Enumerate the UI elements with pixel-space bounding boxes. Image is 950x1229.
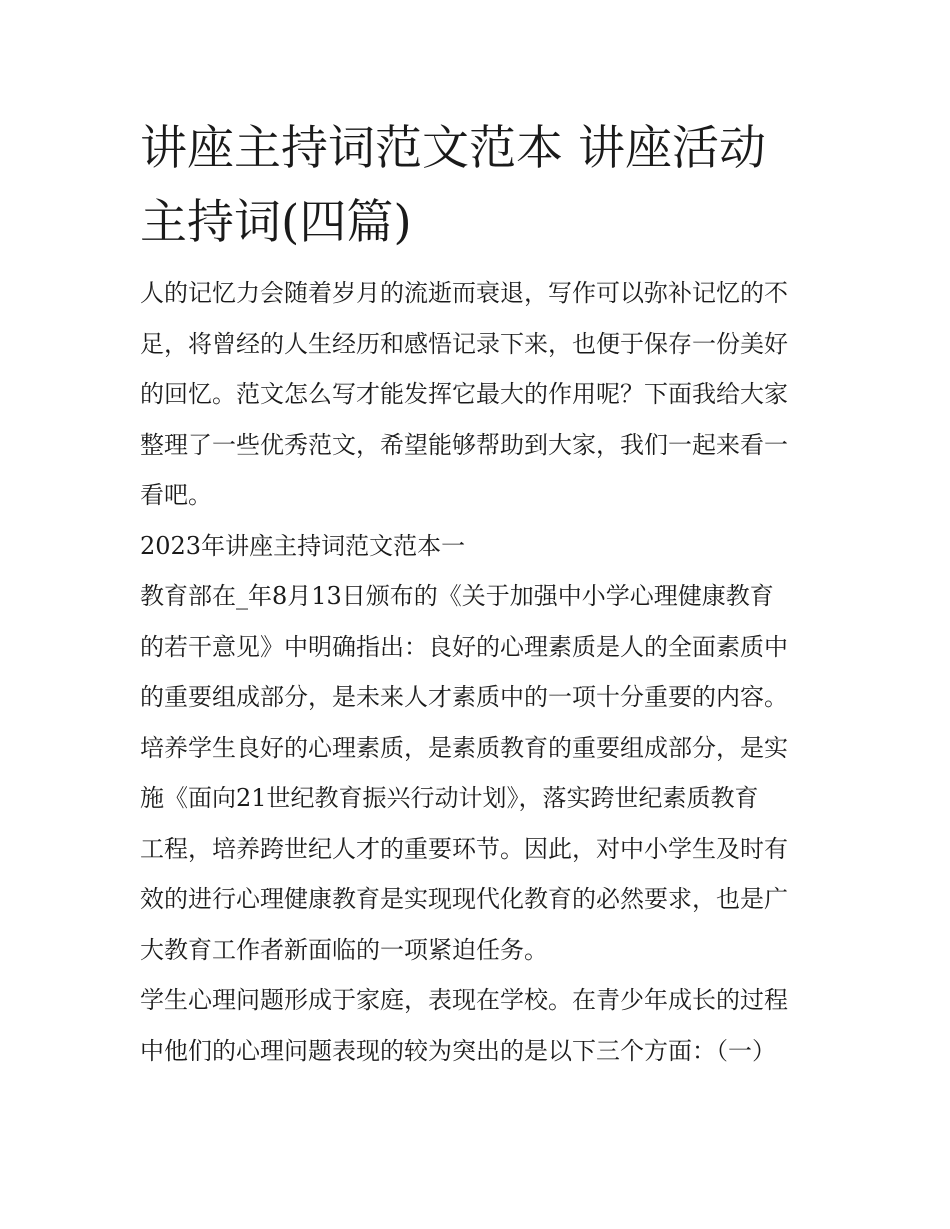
section-heading: 2023年讲座主持词范文范本一 (140, 531, 466, 560)
document-body (140, 268, 820, 1076)
intro-paragraph: 人的记忆力会随着岁月的流逝而衰退，写作可以弥补记忆的不 足，将曾经的人生经历和感悟记录下来，也便于保存一份美好 的回忆。范文怎么写才能发挥它最大的作用呢？下面我给大家 整理了一些优秀范文，希望能够帮助到大家，我们一起来看一 看吧。 (140, 279, 788, 509)
body-paragraph: 学生心理问题形成于家庭，表现在学校。在青少年成长的过程 中他们的心理问题表现的较为突出的是以下三个方面：（一） (140, 986, 788, 1065)
body-paragraph: 教育部在_年8月13日颁布的《关于加强中小学心理健康教育 的若干意见》中明确指出：良好的心理素质是人的全面素质中 的重要组成部分，是未来人才素质中的一项十分重要的内容。 培养学生良好的心理素质，是素质教育的重要组成部分，是实 施《面向21世纪教育振兴行动计划》，落实跨世纪素质教育 工程，培养跨世纪人才的重要环节。因此，对中小学生及时有 效的进行心理健康教育是实现现代化教育的必然要求，也是广 大教育工作者新面临的一项紧迫任务。 (140, 582, 788, 964)
document-title: 讲座主持词范文范本 讲座活动 主持词(四篇) (140, 121, 766, 250)
